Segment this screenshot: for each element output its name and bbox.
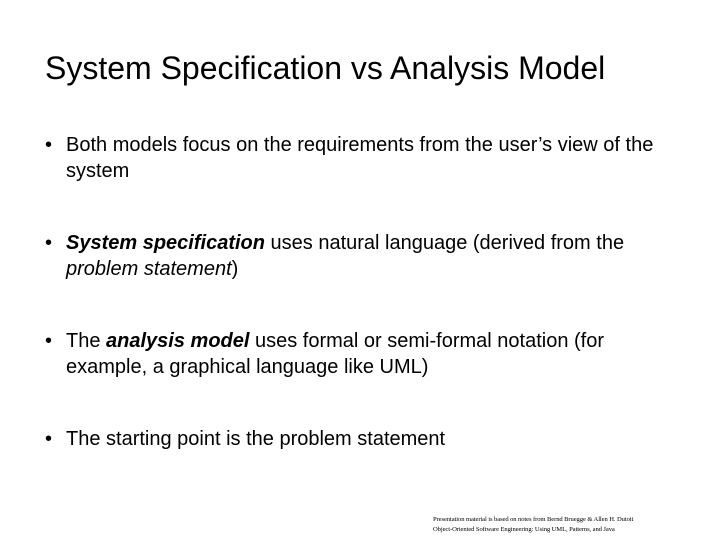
bold-italic-term: System specification: [66, 232, 265, 254]
bullet-text-plain: The starting point is the problem statement: [66, 428, 446, 450]
bullet-dot: •: [45, 134, 53, 156]
bullet-item: [45, 132, 685, 184]
bullet-text-plain: Both models focus on the requirements from the user’s view of the system: [66, 134, 654, 182]
bullet-text: [66, 132, 685, 184]
bullet-dot: •: [45, 330, 53, 352]
bullet-dot: •: [45, 232, 53, 254]
slide-title: System Specification vs Analysis Model: [45, 50, 606, 86]
bullet-text-plain: uses natural language (derived from the: [264, 232, 625, 254]
bullet-text: [66, 426, 685, 452]
bullet-text-plain: uses formal or semi-formal notation (for example, a graphical language like UML): [66, 330, 604, 378]
bold-italic-term: analysis model: [106, 330, 250, 352]
italic-term: problem statement: [66, 258, 232, 280]
footer-line: Presentation material is based on notes from Bernd Bruegge & Allen H. Dutoit: [433, 516, 634, 523]
bullet-item: [45, 426, 685, 452]
footer-credit: [433, 515, 717, 535]
bullet-text-plain: ): [231, 258, 239, 280]
bullet-text-plain: The: [66, 330, 107, 352]
bullet-text: [66, 328, 685, 380]
bullet-dot: •: [45, 428, 53, 450]
bullet-item: [45, 328, 685, 380]
bullet-text: [66, 230, 685, 282]
bullet-item: [45, 230, 685, 282]
footer-line: Object-Oriented Software Engineering: Using UML, Patterns, and Java: [433, 526, 615, 533]
